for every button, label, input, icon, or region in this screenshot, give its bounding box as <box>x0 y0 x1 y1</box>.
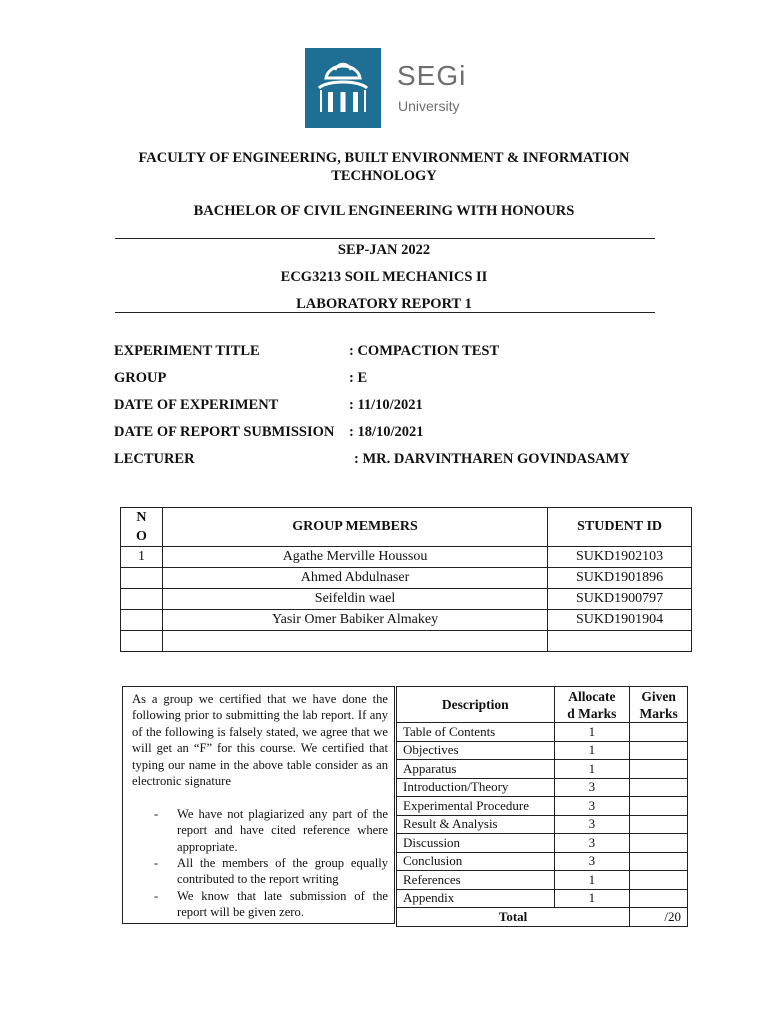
mark-description: Apparatus <box>397 760 555 779</box>
mark-description: Result & Analysis <box>397 815 555 834</box>
table-row <box>397 834 688 853</box>
info-label-date-submission: DATE OF REPORT SUBMISSION <box>114 424 335 440</box>
info-value-date-submission: : 18/10/2021 <box>349 424 424 440</box>
mark-allocated: 3 <box>554 852 630 871</box>
mark-description: Conclusion <box>397 852 555 871</box>
info-label-experiment-title: EXPERIMENT TITLE <box>114 343 260 359</box>
faculty-line-2: TECHNOLOGY <box>331 168 437 184</box>
header-no-line-1: N <box>136 510 147 525</box>
table-row <box>397 815 688 834</box>
mark-description: Objectives <box>397 741 555 760</box>
mark-allocated: 1 <box>554 723 630 742</box>
mark-description: References <box>397 871 555 890</box>
table-header-row <box>121 508 692 547</box>
bullet-text: All the members of the group equally contributed to the report writing <box>177 856 388 887</box>
info-label-date-experiment: DATE OF EXPERIMENT <box>114 397 279 413</box>
mark-allocated: 1 <box>554 889 630 908</box>
mark-description: Experimental Procedure <box>397 797 555 816</box>
member-name: Yasir Omer Babiker Almakey <box>162 610 547 631</box>
table-row <box>397 760 688 779</box>
mark-given <box>630 760 688 779</box>
table-row <box>397 741 688 760</box>
header-allocated-line-1: Allocate <box>568 688 616 704</box>
member-name: Agathe Merville Houssou <box>162 547 547 568</box>
mark-given <box>630 741 688 760</box>
header-student-id: STUDENT ID <box>548 508 692 547</box>
info-label-group: GROUP <box>114 370 167 386</box>
info-value-group: : E <box>349 370 368 386</box>
declaration-bullet <box>132 806 388 854</box>
mark-given <box>630 889 688 908</box>
info-value-date-experiment: : 11/10/2021 <box>349 397 423 413</box>
mark-allocated: 3 <box>554 797 630 816</box>
table-row <box>121 610 692 631</box>
segi-emblem-icon <box>305 48 381 128</box>
logo-wordmark: SEGi <box>397 60 467 91</box>
mark-allocated: 1 <box>554 741 630 760</box>
member-id: SUKD1900797 <box>548 589 692 610</box>
total-label: Total <box>397 908 630 927</box>
member-no <box>121 610 163 631</box>
semester: SEP-JAN 2022 <box>337 242 431 258</box>
divider-bottom <box>115 312 655 313</box>
bullet-dash: - <box>154 807 159 821</box>
header-no <box>121 508 163 547</box>
mark-given <box>630 797 688 816</box>
member-id <box>548 631 692 652</box>
declaration-text: As a group we certified that we have done the following prior to submitting the lab report. If any of the following is falsely stated, we agree that we will get an “F” for this course. We certified that typing our name in the above table consider as an electronic signature <box>132 692 388 789</box>
mark-allocated: 1 <box>554 760 630 779</box>
header-group-members: GROUP MEMBERS <box>162 508 547 547</box>
table-row <box>397 797 688 816</box>
logo-subtitle: University <box>398 98 460 114</box>
header-given-line-1: Given <box>641 688 676 704</box>
table-row <box>121 547 692 568</box>
programme-title: BACHELOR OF CIVIL ENGINEERING WITH HONOURS <box>193 203 575 219</box>
segi-logo <box>305 48 473 130</box>
mark-given <box>630 852 688 871</box>
member-name: Ahmed Abdulnaser <box>162 568 547 589</box>
divider-top <box>115 238 655 239</box>
faculty-line-1: FACULTY OF ENGINEERING, BUILT ENVIRONMENT & INFORMATION <box>138 150 630 166</box>
declaration-bullet <box>132 855 388 887</box>
member-id: SUKD1901904 <box>548 610 692 631</box>
header-given-line-2: Marks <box>639 705 678 721</box>
member-id: SUKD1902103 <box>548 547 692 568</box>
total-row <box>397 908 688 927</box>
info-value-experiment-title: : COMPACTION TEST <box>349 343 500 359</box>
member-no: 1 <box>121 547 163 568</box>
mark-description: Table of Contents <box>397 723 555 742</box>
header-no-line-2: O <box>136 529 147 544</box>
mark-given <box>630 778 688 797</box>
declaration-box <box>122 686 395 924</box>
marks-table <box>396 686 688 927</box>
table-row <box>397 778 688 797</box>
marks-header-row <box>397 687 688 723</box>
header-given-marks <box>630 687 688 723</box>
mark-given <box>630 723 688 742</box>
table-row <box>121 631 692 652</box>
table-row <box>397 723 688 742</box>
mark-allocated: 3 <box>554 834 630 853</box>
member-name <box>162 631 547 652</box>
bullet-text: We know that late submission of the report will be given zero. <box>177 889 388 920</box>
mark-allocated: 3 <box>554 815 630 834</box>
member-no <box>121 568 163 589</box>
mark-description: Introduction/Theory <box>397 778 555 797</box>
header-allocated-line-2: d Marks <box>567 705 617 721</box>
table-row <box>397 852 688 871</box>
bullet-dash: - <box>154 889 159 903</box>
table-row <box>121 589 692 610</box>
group-members-table <box>120 507 692 652</box>
table-row <box>121 568 692 589</box>
mark-given <box>630 871 688 890</box>
member-no <box>121 589 163 610</box>
table-row <box>397 889 688 908</box>
member-name: Seifeldin wael <box>162 589 547 610</box>
bullet-text: We have not plagiarized any part of the report and have cited reference where appropriate. <box>177 807 388 854</box>
table-row <box>397 871 688 890</box>
total-value: /20 <box>630 908 688 927</box>
mark-description: Appendix <box>397 889 555 908</box>
bullet-dash: - <box>154 856 159 870</box>
mark-allocated: 1 <box>554 871 630 890</box>
mark-given <box>630 815 688 834</box>
header-allocated-marks <box>554 687 630 723</box>
mark-description: Discussion <box>397 834 555 853</box>
info-label-lecturer: LECTURER <box>114 451 195 467</box>
member-id: SUKD1901896 <box>548 568 692 589</box>
report-title: LABORATORY REPORT 1 <box>296 296 472 312</box>
mark-allocated: 3 <box>554 778 630 797</box>
mark-given <box>630 834 688 853</box>
course-title: ECG3213 SOIL MECHANICS II <box>280 269 488 285</box>
declaration-bullet <box>132 888 388 920</box>
info-value-lecturer: : MR. DARVINTHAREN GOVINDASAMY <box>354 451 630 467</box>
member-no <box>121 631 163 652</box>
header-description: Description <box>397 687 555 723</box>
